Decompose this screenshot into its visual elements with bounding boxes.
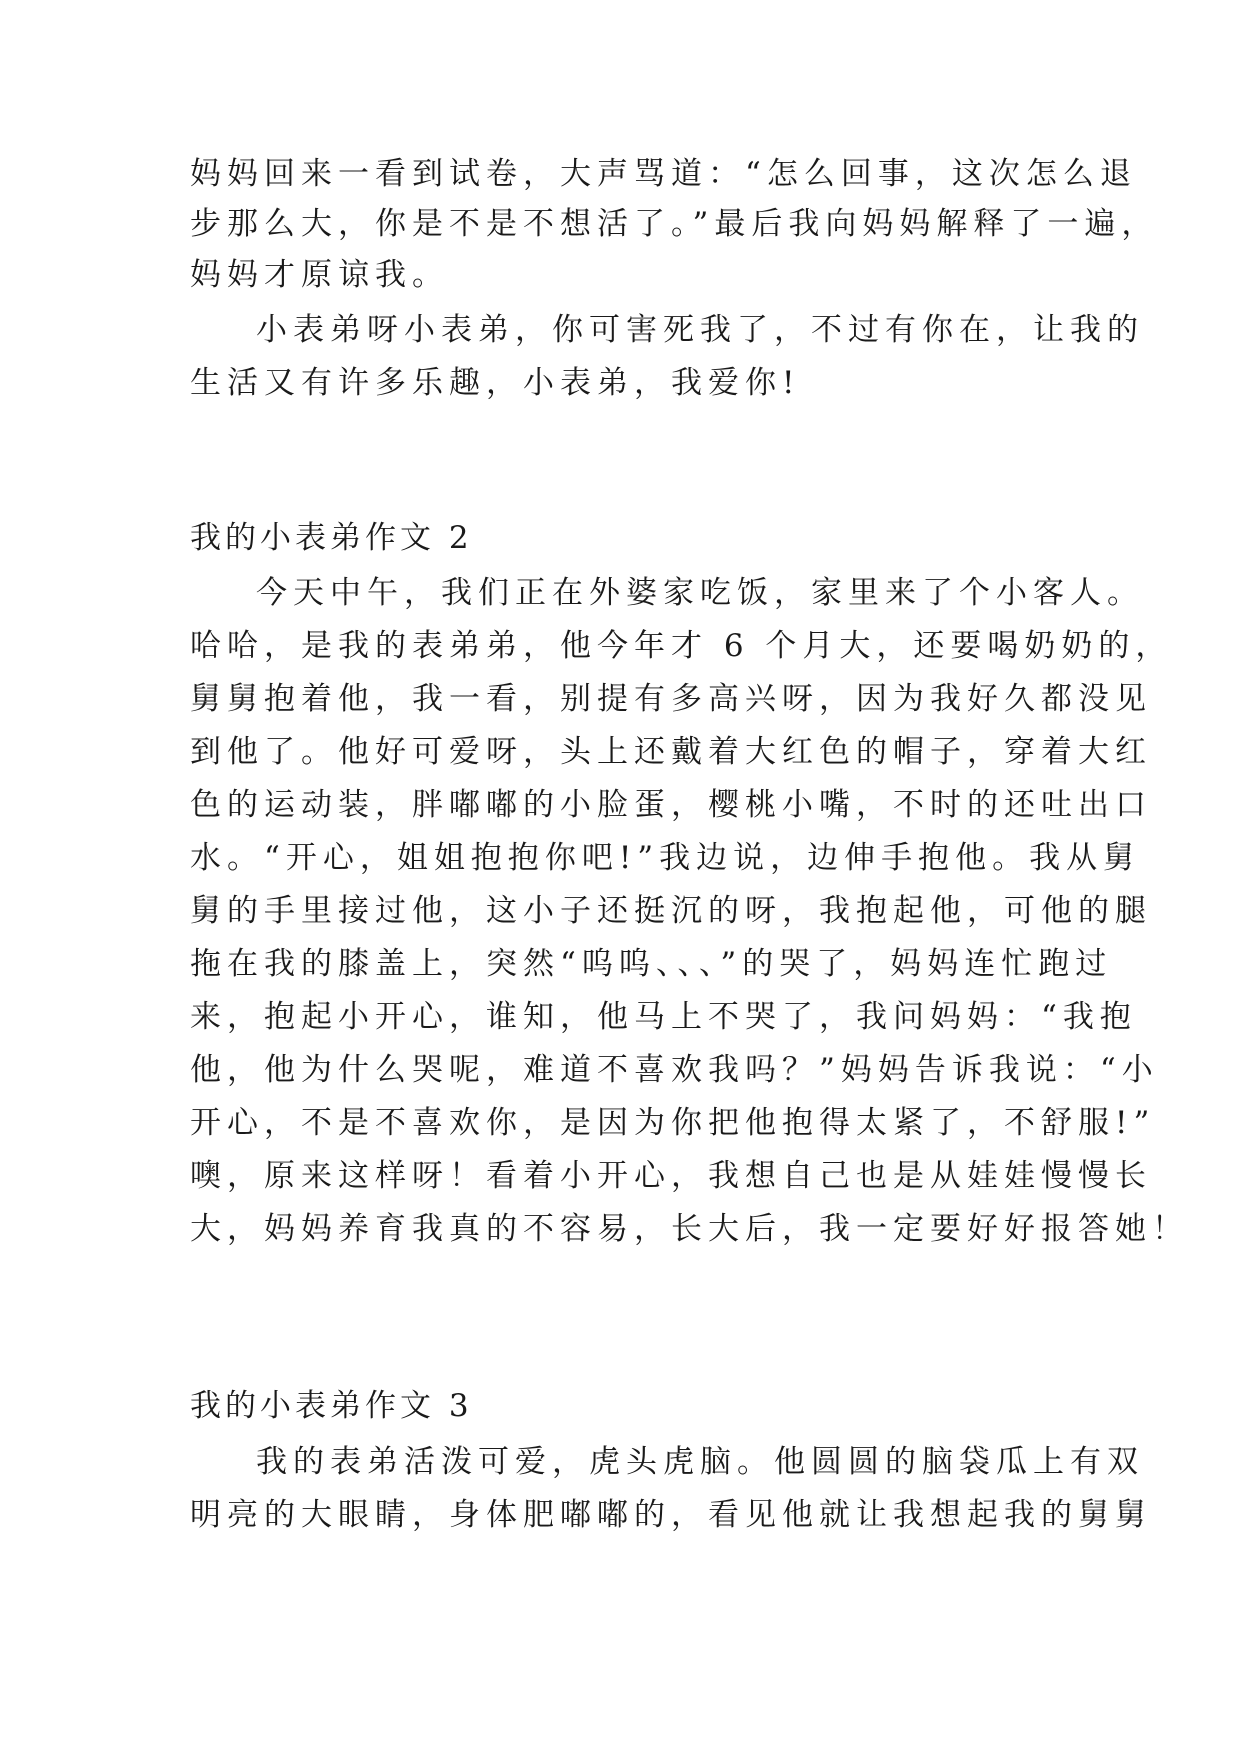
text-line: 来，抱起小开心，谁知，他马上不哭了，我问妈妈：“我抱: [190, 999, 1137, 1035]
text-line: 生活又有许多乐趣，小表弟，我爱你!: [190, 365, 801, 401]
text-line: 色的运动装，胖嘟嘟的小脸蛋，樱桃小嘴，不时的还吐出口: [190, 787, 1152, 823]
text-line: 小表弟呀小表弟，你可害死我了，不过有你在，让我的: [256, 312, 1144, 348]
text-line: 到他了。他好可爱呀，头上还戴着大红色的帽子，穿着大红: [190, 734, 1152, 770]
text-line: 水。“开心，姐姐抱抱你吧!”我边说，边伸手抱他。我从舅: [190, 840, 1141, 876]
section-heading: 我的小表弟作文 2: [190, 520, 473, 556]
text-line: 今天中午，我们正在外婆家吃饭，家里来了个小客人。: [256, 575, 1144, 611]
text-line: 妈妈回来一看到试卷，大声骂道：“怎么回事，这次怎么退: [190, 156, 1137, 192]
text-line: 拖在我的膝盖上，突然“呜呜、、、”的哭了，妈妈连忙跑过: [190, 946, 1113, 982]
text-line: 他，他为什么哭呢，难道不喜欢我吗？”妈妈告诉我说：“小: [190, 1052, 1159, 1088]
text-line: 开心，不是不喜欢你，是因为你把他抱得太紧了，不舒服!”: [190, 1105, 1156, 1141]
text-line: 舅的手里接过他，这小子还挺沉的呀，我抱起他，可他的腿: [190, 893, 1152, 929]
text-line: 我的表弟活泼可爱，虎头虎脑。他圆圆的脑袋瓜上有双: [256, 1444, 1144, 1480]
text-line: 妈妈才原谅我。: [190, 257, 449, 293]
text-line: 舅舅抱着他，我一看，别提有多高兴呀，因为我好久都没见: [190, 681, 1152, 717]
text-line: 步那么大，你是不是不想活了。”最后我向妈妈解释了一遍，: [190, 206, 1159, 242]
text-line: 明亮的大眼睛，身体肥嘟嘟的，看见他就让我想起我的舅舅: [190, 1497, 1152, 1533]
section-heading: 我的小表弟作文 3: [190, 1388, 473, 1424]
text-line: 大，妈妈养育我真的不容易，长大后，我一定要好好报答她！: [190, 1211, 1189, 1247]
text-line: 哈哈，是我的表弟弟，他今年才 6 个月大，还要喝奶奶的，: [190, 628, 1173, 664]
text-line: 噢，原来这样呀！看着小开心，我想自己也是从娃娃慢慢长: [190, 1158, 1152, 1194]
